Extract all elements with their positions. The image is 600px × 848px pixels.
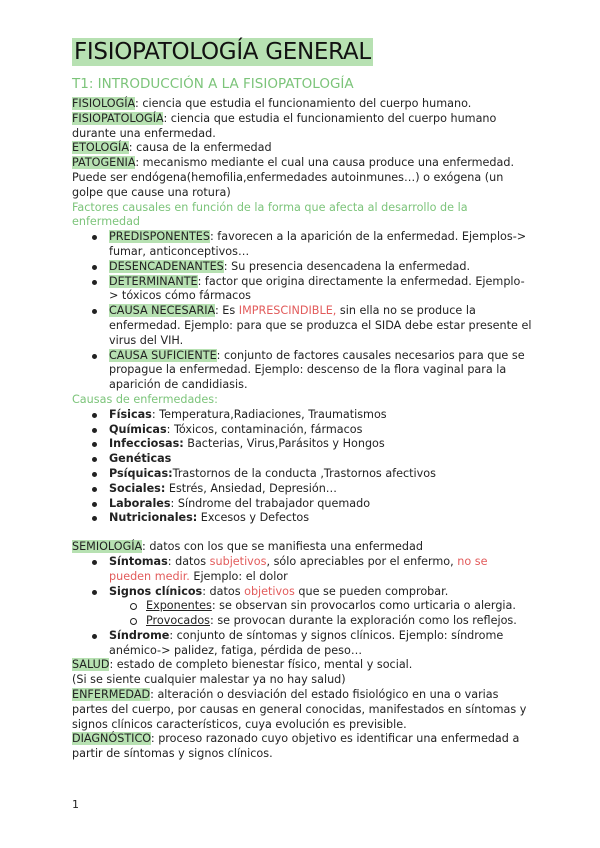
semiologia-list (72, 555, 532, 659)
term-fisiologia: FISIOLOGÍA (72, 97, 136, 110)
list-item: CAUSA SUFICIENTE: conjunto de factores causales necesarios para que se propague la enfermedad. Ejemplo: descenso de la flora vaginal para la aparición de candidiasis. (72, 349, 532, 393)
list-item: Infecciosas: Bacterias, Virus,Parásitos y Hongos (72, 437, 532, 452)
term-etologia: ETOLOGÍA (72, 141, 129, 155)
def-fisiopatologia: FISIOPATOLOGÍA: ciencia que estudia el funcionamiento del cuerpo humano durante una enfermedad. (72, 111, 497, 140)
list-item: Síntomas: datos subjetivos, sólo apreciables por el enfermo, no se pueden medir. Ejemplo: el dolor (72, 555, 532, 585)
factores-heading: Factores causales en función de la forma que afecta al desarrollo de la enfermedad (72, 200, 468, 229)
document-page (72, 38, 532, 762)
def-salud: SALUD: estado de completo bienestar físico, mental y social. (72, 658, 413, 672)
list-item: Físicas: Temperatura,Radiaciones, Traumatismos (72, 408, 532, 423)
list-item: Genéticas (72, 452, 532, 467)
list-item: DESENCADENANTES: Su presencia desencadena la enfermedad. (72, 260, 532, 275)
causas-heading: Causas de enfermedades: (72, 392, 218, 406)
def-semiologia: SEMIOLOGÍA: datos con los que se manifiesta una enfermedad (72, 540, 423, 554)
list-item: Nutricionales: Excesos y Defectos (72, 511, 532, 526)
list-item: DETERMINANTE: factor que origina directamente la enfermedad. Ejemplo-> tóxicos cómo fármacos (72, 275, 532, 305)
document-title: FISIOPATOLOGÍA GENERAL (74, 39, 371, 65)
term-diagnostico: DIAGNÓSTICO (72, 732, 151, 746)
def-enfermedad: ENFERMEDAD: alteración o desviación del estado fisiológico en una o varias partes del cuerpo, por causas en general conocidas, manifestados en síntomas y signos clínicos característicos, cuya evolución es previsible. (72, 688, 527, 731)
def-patogenia: PATOGENIA: mecanismo mediante el cual una causa produce una enfermedad. Puede ser endógena(hemofilia,enfermedades autoinmunes…) o exógena (un golpe que cause una rotura) (72, 156, 515, 199)
list-item: Provocados: se provocan durante la exploración como los reflejos. (72, 614, 532, 629)
causas-list (72, 408, 532, 526)
list-item: Laborales: Síndrome del trabajador quemado (72, 497, 532, 512)
page-number: 1 (72, 798, 79, 811)
list-item: CAUSA NECESARIA: Es IMPRESCINDIBLE, sin ella no se produce la enfermedad. Ejemplo: para que se produzca el SIDA debe estar presente el virus del VIH. (72, 304, 532, 348)
def-etologia: ETOLOGÍA: causa de la enfermedad (72, 141, 272, 155)
list-item: Signos clínicos: datos objetivos que se pueden comprobar. Exponentes: se observan sin provocarlos como urticaria o alergia. Provocados: se provocan durante la exploración como los reflejos. (72, 585, 532, 629)
def-fisiologia: FISIOLOGÍA: ciencia que estudia el funcionamiento del cuerpo humano. (72, 97, 472, 110)
term-fisiopatologia: FISIOPATOLOGÍA (72, 111, 164, 125)
list-item: Exponentes: se observan sin provocarlos como urticaria o alergia. (72, 599, 532, 614)
def-diagnostico: DIAGNÓSTICO: proceso razonado cuyo objetivo es identificar una enfermedad a partir de síntomas y signos clínicos. (72, 732, 520, 761)
section-title: T1: INTRODUCCIÓN A LA FISIOPATOLOGÍA (72, 76, 354, 92)
salud-note: (Si se siente cualquier malestar ya no hay salud) (72, 673, 346, 687)
list-item: Psíquicas:Trastornos de la conducta ,Trastornos afectivos (72, 467, 532, 482)
term-enfermedad: ENFERMEDAD (72, 688, 151, 702)
signos-sublist (109, 599, 532, 629)
term-semiologia: SEMIOLOGÍA (72, 540, 142, 554)
list-item: Químicas: Tóxicos, contaminación, fármacos (72, 423, 532, 438)
term-patogenia: PATOGENIA (72, 156, 136, 170)
list-item: Sociales: Estrés, Ansiedad, Depresión… (72, 482, 532, 497)
list-item: Síndrome: conjunto de síntomas y signos clínicos. Ejemplo: síndrome anémico-> palidez, fatiga, pérdida de peso… (72, 629, 532, 659)
factores-list (72, 230, 532, 393)
term-salud: SALUD (72, 658, 110, 672)
list-item: PREDISPONENTES: favorecen a la aparición de la enfermedad. Ejemplos-> fumar, anticonceptivos… (72, 230, 532, 260)
